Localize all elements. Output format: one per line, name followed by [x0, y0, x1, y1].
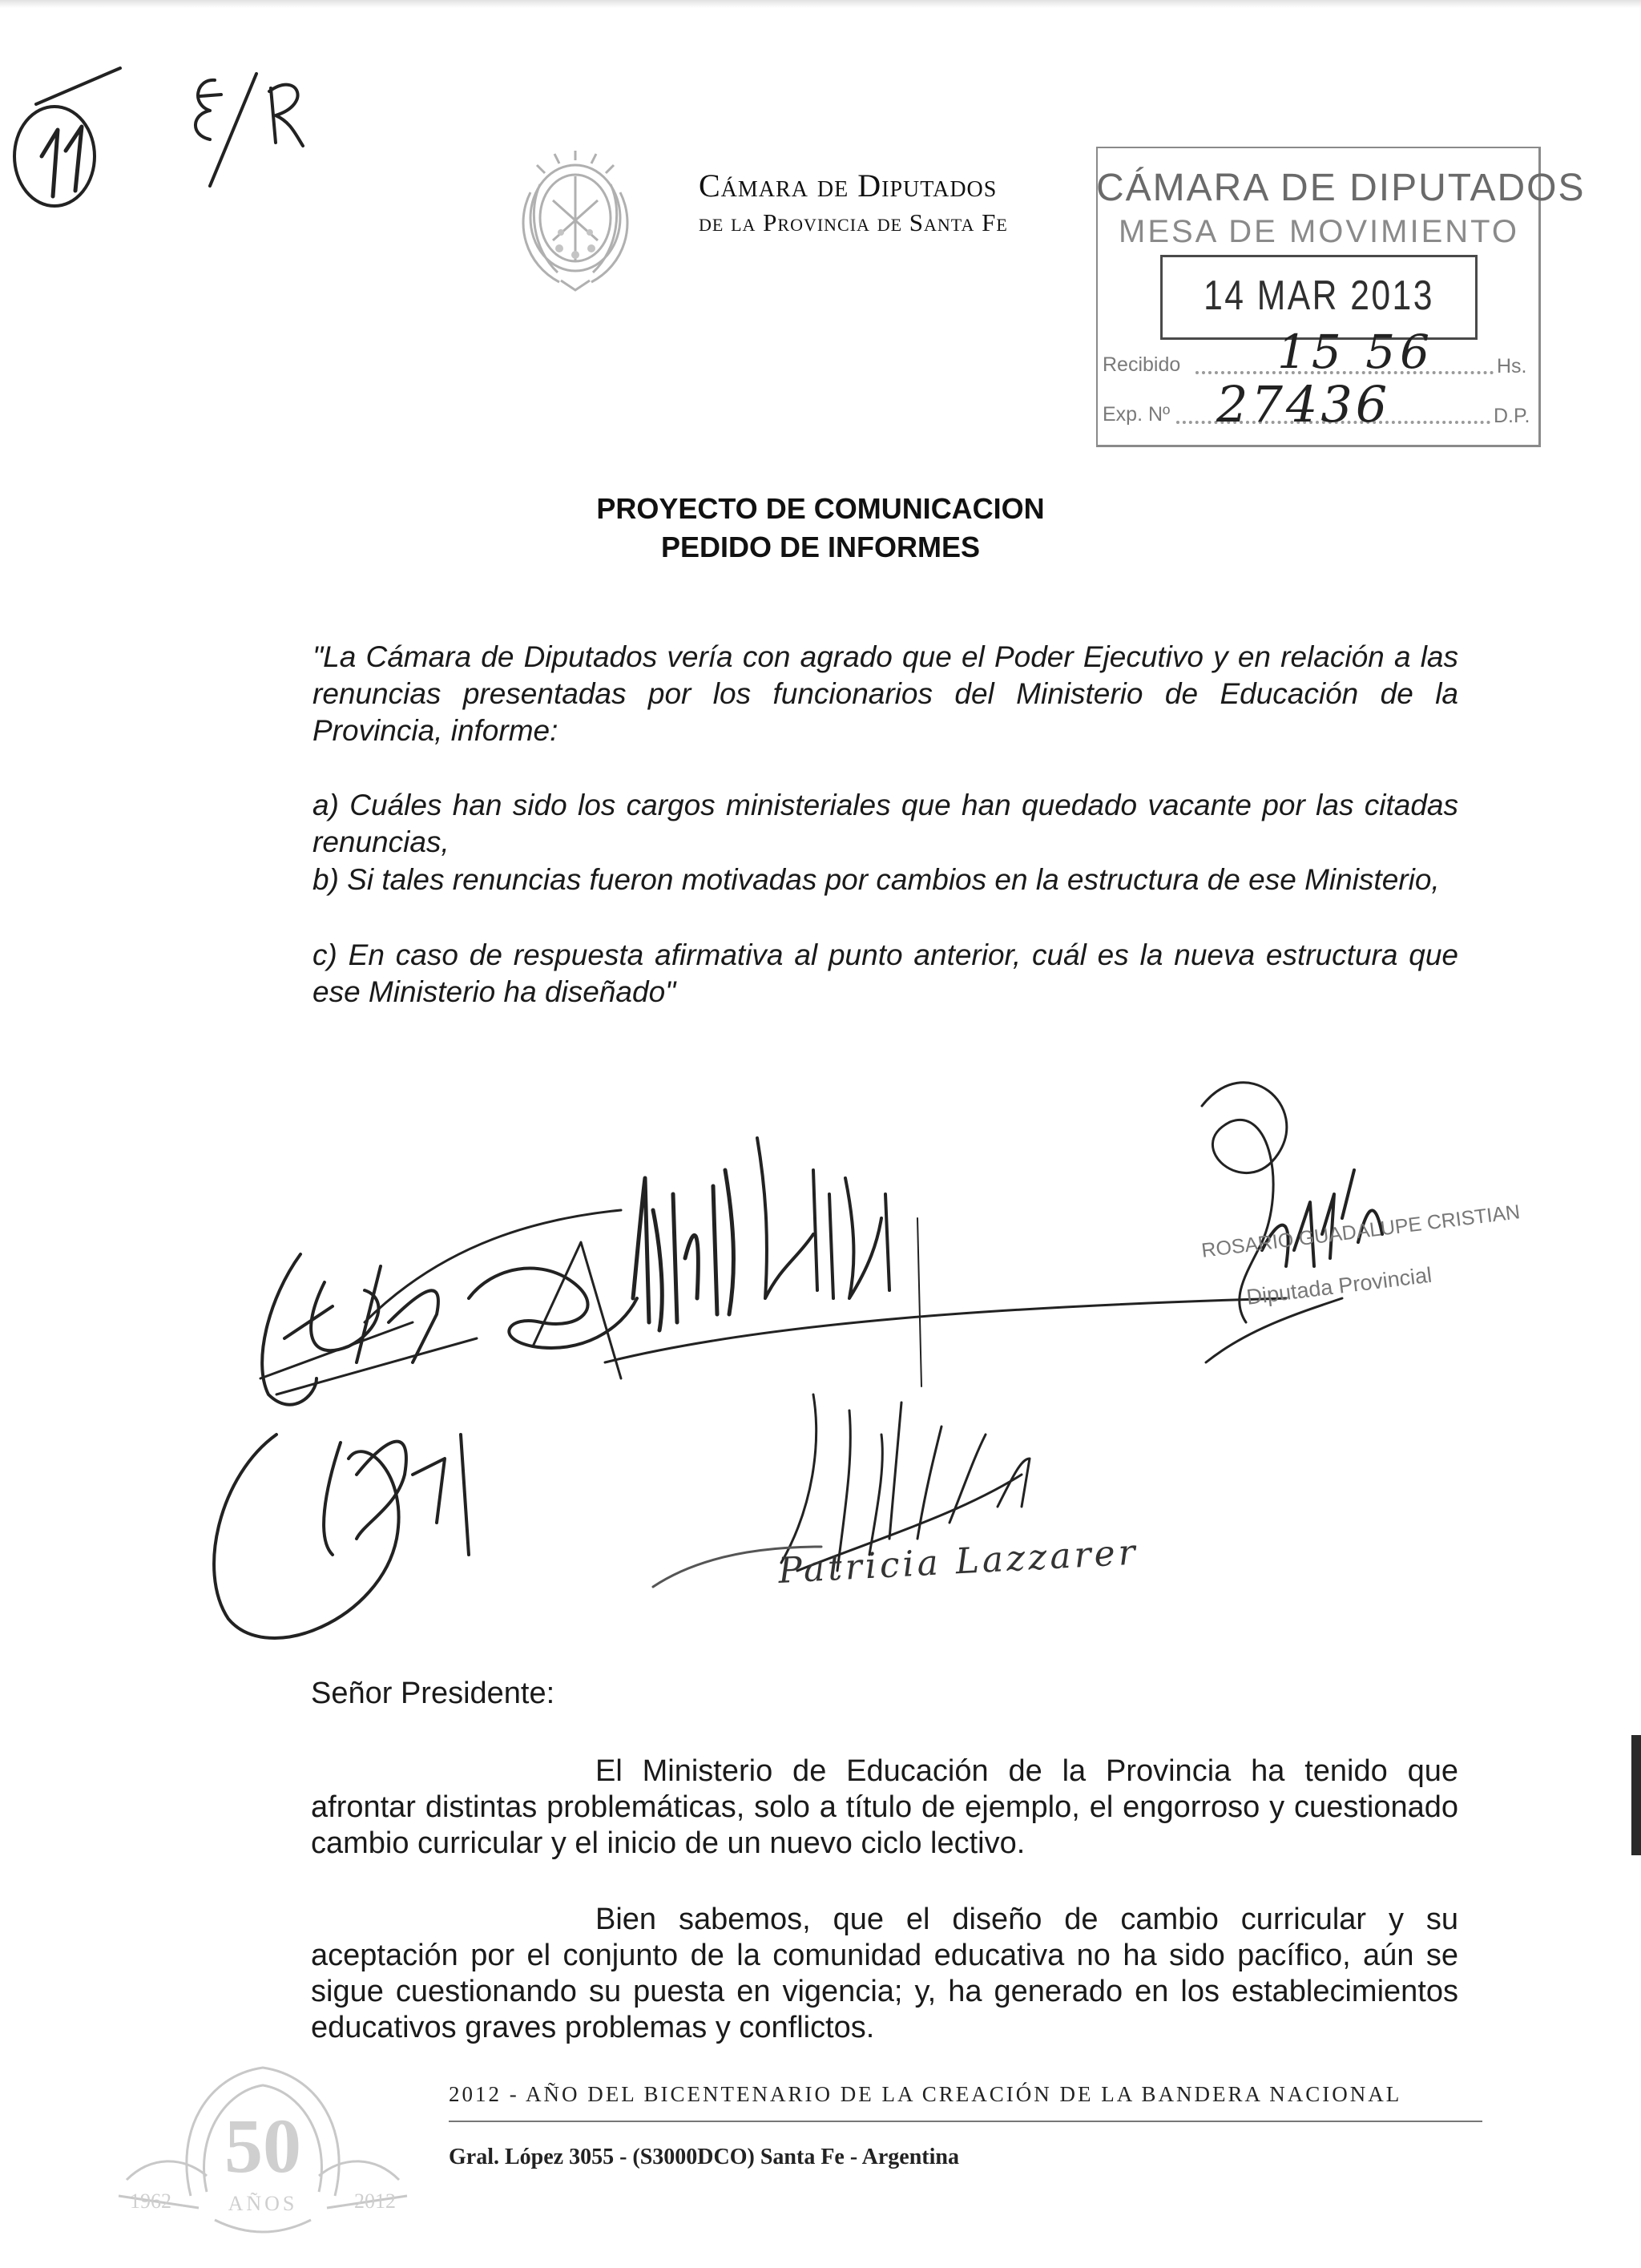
- body-paragraph-2: Bien sabemos, que el diseño de cambio curricular y su aceptación por el conjunto de la comunidad educativa no ha sido pacífico, aún se sigue cuestionando su puesta en vigencia; y, ha generado en los establecimientos educativos graves problemas y conflictos.: [311, 1903, 1458, 2044]
- stamp-file-number: 27436: [1216, 375, 1391, 434]
- seal-year-end: 2012: [354, 2189, 396, 2213]
- footer-address: Gral. López 3055 - (S3000DCO) Santa Fe - Argentina: [449, 2145, 959, 2169]
- signature-printed-name: ROSARIO GUADALUPE CRISTIAN: [1200, 1201, 1522, 1262]
- request-item-a: a) Cuáles han sido los cargos ministeriales que han quedado vacante por las citadas renuncias,: [312, 789, 1458, 858]
- seal-number: 50: [224, 2103, 301, 2189]
- stamp-title: CÁMARA DE DIPUTADOS: [1096, 167, 1586, 209]
- scan-top-edge: [0, 0, 1641, 8]
- footer-divider: [449, 2121, 1482, 2122]
- scan-edge-mark: [1631, 1735, 1641, 1855]
- stamp-date: 14 MAR 2013: [1204, 272, 1434, 319]
- stamp-office: MESA DE MOVIMIENTO: [1119, 214, 1519, 249]
- signature-handwritten-name: Patricia Lazzarer: [777, 1532, 1139, 1592]
- request-intro: "La Cámara de Diputados vería con agrado que el Poder Ejecutivo y en relación a las renuncias presentadas por los funcionarios del Ministerio de Educación de la Provincia, informe:: [312, 640, 1458, 747]
- signature-printed-role: Diputada Provincial: [1245, 1262, 1433, 1310]
- handwritten-folio-mark: [0, 56, 337, 232]
- document-title-line-1: PROYECTO DE COMUNICACION: [596, 492, 1045, 525]
- anniversary-seal-icon: [95, 2036, 431, 2244]
- salutation: Señor Presidente:: [311, 1677, 555, 1710]
- stamp-dp-label: D.P.: [1494, 405, 1530, 427]
- request-item-c: c) En caso de respuesta afirmativa al punto anterior, cuál es la nueva estructura que ese Ministerio ha diseñado": [312, 938, 1458, 1008]
- provincial-crest-icon: [511, 144, 639, 293]
- seal-year-start: 1962: [130, 2189, 171, 2213]
- stamp-file-label: Exp. Nº: [1103, 403, 1171, 426]
- stamp-hours-label: Hs.: [1497, 355, 1527, 377]
- stamp-received-time: 15 56: [1277, 325, 1435, 379]
- stamp-received-label: Recibido: [1103, 353, 1181, 376]
- document-title-line-2: PEDIDO DE INFORMES: [660, 531, 981, 563]
- footer-motto: 2012 - AÑO DEL BICENTENARIO DE LA CREACIÓN DE LA BANDERA NACIONAL: [449, 2082, 1402, 2106]
- request-item-b: b) Si tales renuncias fueron motivadas por cambios en la estructura de ese Ministerio,: [312, 863, 1440, 896]
- signature-2: [469, 1138, 1286, 1386]
- reception-stamp: [1096, 147, 1586, 448]
- seal-word: AÑOS: [228, 2192, 298, 2215]
- body-paragraph-1: El Ministerio de Educación de la Provincia ha tenido que afrontar distintas problemáticas, solo a título de ejemplo, el engorroso y cuestionado cambio curricular y el inicio de un nuevo ciclo lectivo.: [311, 1754, 1458, 1860]
- chamber-province: de la Provincia de Santa Fe: [699, 208, 1008, 236]
- chamber-name: Cámara de Diputados: [699, 167, 998, 204]
